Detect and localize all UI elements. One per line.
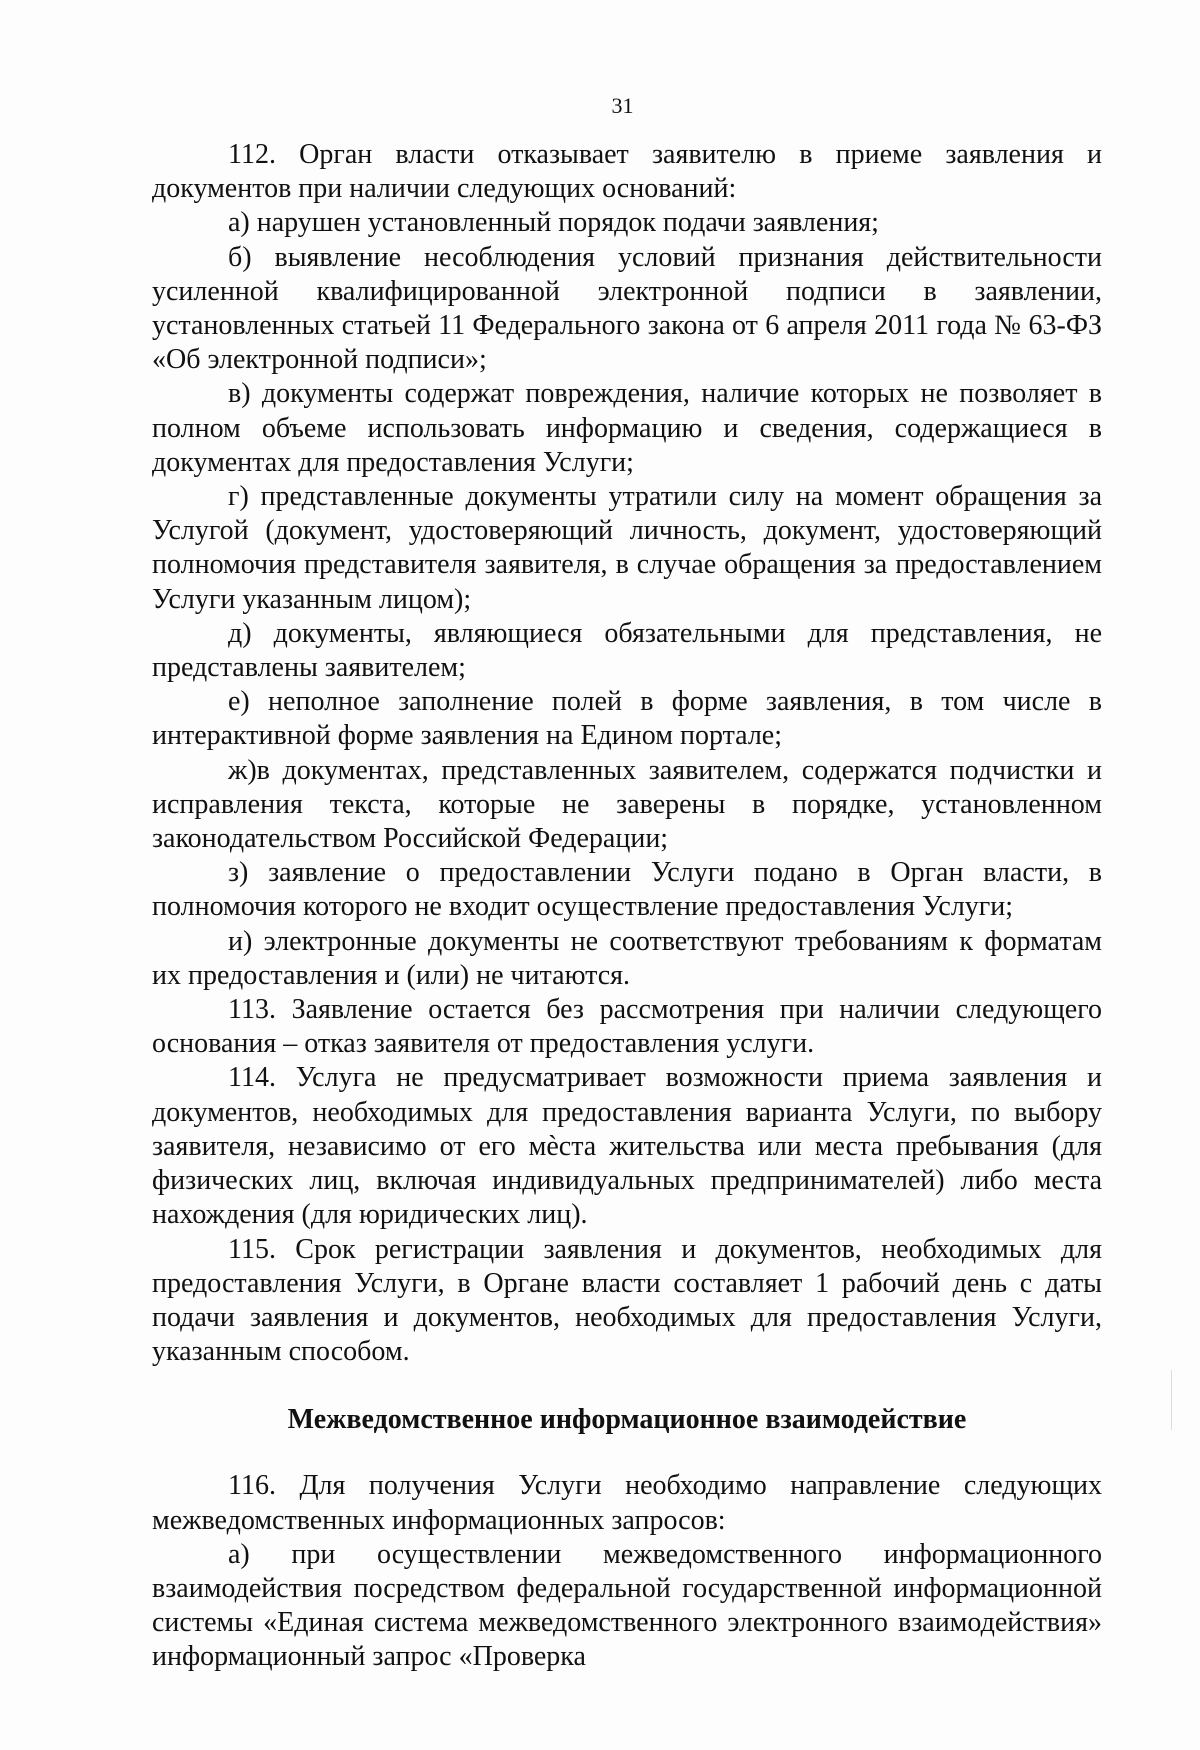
scan-artifact-line bbox=[1171, 1370, 1172, 1430]
paragraph-112-a: а) нарушен установленный порядок подачи заявления; bbox=[228, 207, 879, 239]
paragraph-112-i: и) электронные документы не соответствуют требованиям к форматам их предоставления и (или) не читаются. bbox=[152, 925, 1102, 991]
paragraph-112-b: б) выявление несоблюдения условий признания действительности усиленной квалифицированной электронной подписи в заявлении, установленных статьей 11 Федерального закона от 6 апреля 2011 года № 63-ФЗ «Об электронной подписи»; bbox=[152, 241, 1102, 376]
section-heading: Межведомственное информационное взаимодействие bbox=[287, 1404, 967, 1436]
paragraph-112-v: в) документы содержат повреждения, наличие которых не позволяет в полном объеме использовать информацию и сведения, содержащиеся в документах для предоставления Услуги; bbox=[152, 378, 1102, 478]
paragraph-114: 114. Услуга не предусматривает возможности приема заявления и документов, необходимых для предоставления варианта Услуги, по выбору заявителя, независимо от его мѐста жительства или места пребывания (для физических лиц, включая индивидуальных предпринимателей) либо места нахождения (для юридических лиц). bbox=[152, 1062, 1102, 1231]
paragraph-115: 115. Срок регистрации заявления и документов, необходимых для предоставления Услуги, в Органе власти составляет 1 рабочий день с даты подачи заявления и документов, необходимых для предоставления Услуги, указанным способом. bbox=[152, 1233, 1102, 1368]
page-number: 31 bbox=[611, 93, 634, 118]
paragraph-112: 112. Орган власти отказывает заявителю в приеме заявления и документов при наличии следующих оснований: bbox=[152, 139, 1102, 205]
paragraph-112-d: д) документы, являющиеся обязательными для представления, не представлены заявителем; bbox=[152, 617, 1102, 684]
paragraph-112-z: з) заявление о предоставлении Услуги подано в Орган власти, в полномочия которого не входит осуществление предоставления Услуги; bbox=[152, 857, 1102, 923]
paragraph-112-g: г) представленные документы утратили силу на момент обращения за Услугой (документ, удостоверяющий личность, документ, удостоверяющий полномочия представителя заявителя, в случае обращения за предоставлением Услуги указанным лицом); bbox=[152, 481, 1102, 615]
paragraph-116-a: а) при осуществлении межведомственного информационного взаимодействия посредством федеральной государственной информационной системы «Единая система межведомственного электронного взаимодействия» информационный запрос «Проверка bbox=[152, 1538, 1102, 1673]
document-body bbox=[152, 138, 1102, 1675]
paragraph-116: 116. Для получения Услуги необходимо направление следующих межведомственных информационных запросов: bbox=[152, 1470, 1102, 1536]
paragraph-112-e: е) неполное заполнение полей в форме заявления, в том числе в интерактивной форме заявления на Едином портале; bbox=[152, 686, 1102, 752]
paragraph-113: 113. Заявление остается без рассмотрения при наличии следующего основания – отказ заявителя от предоставления услуги. bbox=[152, 994, 1102, 1060]
paragraph-112-zh: ж)в документах, представленных заявителем, содержатся подчистки и исправления текста, которые не заверены в порядке, установленном законодательством Российской Федерации; bbox=[152, 754, 1102, 855]
